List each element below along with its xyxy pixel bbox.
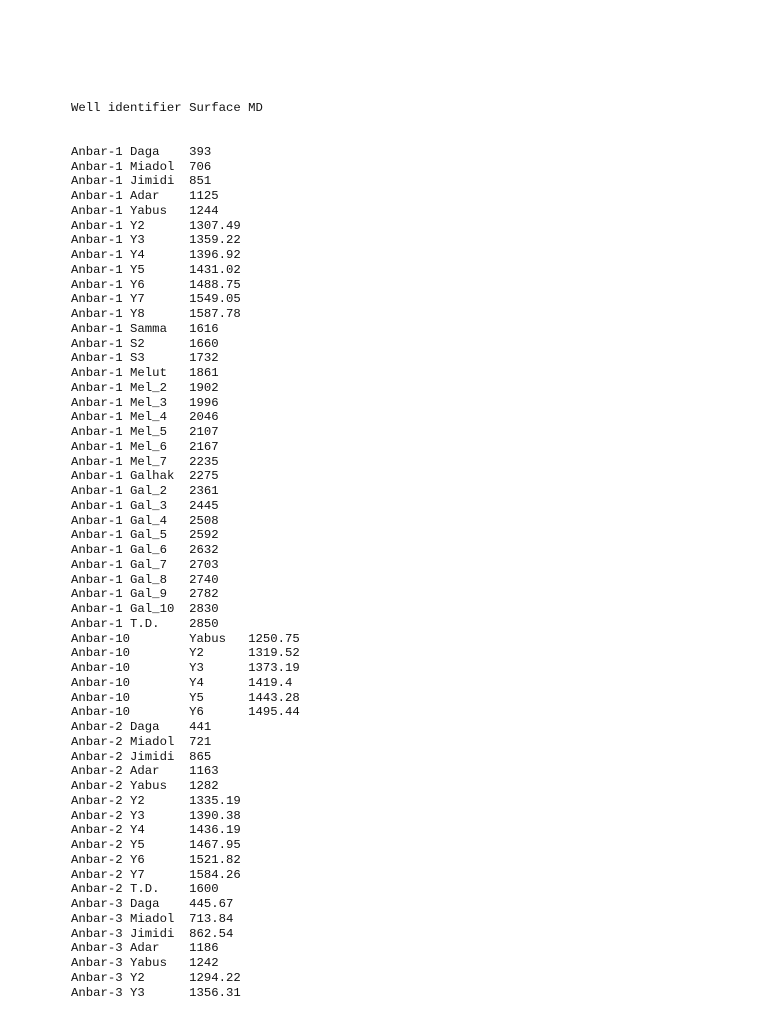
table-row: Anbar-1 Mel_3 1996	[71, 395, 219, 410]
table-row: Anbar-1 Miadol 706	[71, 159, 212, 174]
table-row: Anbar-1 Y6 1488.75	[71, 277, 241, 292]
table-row: Anbar-10 Y5 1443.28	[71, 690, 300, 705]
table-row: Anbar-1 Gal_5 2592	[71, 528, 219, 543]
table-row: Anbar-2 Y6 1521.82	[71, 852, 241, 867]
table-row: Anbar-1 Gal_9 2782	[71, 587, 219, 602]
table-row: Anbar-1 Y2 1307.49	[71, 218, 241, 233]
table-row: Anbar-1 Adar 1125	[71, 189, 219, 203]
table-row: Anbar-1 S3 1732	[71, 351, 219, 366]
table-row: Anbar-1 Y5 1431.02	[71, 262, 241, 277]
table-row: Anbar-1 Mel_4 2046	[71, 410, 219, 425]
table-row: Anbar-3 Daga 445.67	[71, 897, 234, 911]
table-row: Anbar-1 Gal_2 2361	[71, 484, 219, 498]
table-row: Anbar-1 Mel_6 2167	[71, 439, 219, 454]
table-row: Anbar-3 Jimidi 862.54	[71, 926, 234, 941]
table-row: Anbar-1 Yabus 1244	[71, 203, 219, 218]
table-row: Anbar-3 Y2 1294.22	[71, 970, 241, 985]
text-document	[71, 71, 300, 1015]
table-row: Anbar-2 T.D. 1600	[71, 882, 219, 897]
table-row: Anbar-1 Galhak 2275	[71, 469, 219, 484]
table-row: Anbar-1 Y4 1396.92	[71, 248, 241, 262]
table-row: Anbar-10 Y2 1319.52	[71, 646, 300, 661]
table-row: Anbar-2 Daga 441	[71, 720, 212, 734]
table-row: Anbar-3 Adar 1186	[71, 941, 219, 956]
table-row: Anbar-2 Y7 1584.26	[71, 867, 241, 882]
table-row: Anbar-1 Gal_7 2703	[71, 557, 219, 572]
table-row: Anbar-2 Y4 1436.19	[71, 823, 241, 838]
table-row: Anbar-1 Y7 1549.05	[71, 292, 241, 307]
table-row: Anbar-1 Y3 1359.22	[71, 233, 241, 248]
table-row: Anbar-1 Mel_7 2235	[71, 454, 219, 469]
table-row: Anbar-1 S2 1660	[71, 336, 219, 351]
table-row: Anbar-1 T.D. 2850	[71, 616, 219, 631]
table-row: Anbar-3 Yabus 1242	[71, 956, 219, 970]
header-line: Well identifier Surface MD	[71, 100, 263, 115]
table-row: Anbar-2 Miadol 721	[71, 734, 212, 749]
table-row: Anbar-1 Melut 1861	[71, 366, 219, 380]
table-row: Anbar-1 Y8 1587.78	[71, 307, 241, 321]
table-row: Anbar-1 Mel_5 2107	[71, 425, 219, 439]
table-row: Anbar-10 Y6 1495.44	[71, 705, 300, 720]
table-row: Anbar-1 Samma 1616	[71, 321, 219, 336]
row-list	[71, 145, 300, 1001]
table-row: Anbar-2 Y5 1467.95	[71, 838, 241, 852]
table-row: Anbar-1 Gal_3 2445	[71, 498, 219, 513]
table-row: Anbar-1 Daga 393	[71, 144, 212, 159]
table-row: Anbar-1 Gal_4 2508	[71, 513, 219, 528]
table-row: Anbar-2 Y3 1390.38	[71, 808, 241, 823]
table-row: Anbar-2 Adar 1163	[71, 764, 219, 779]
table-row: Anbar-10 Yabus 1250.75	[71, 631, 300, 646]
table-row: Anbar-3 Y3 1356.31	[71, 985, 241, 1000]
table-row: Anbar-10 Y4 1419.4	[71, 675, 293, 690]
table-row: Anbar-3 Miadol 713.84	[71, 911, 234, 926]
table-row: Anbar-10 Y3 1373.19	[71, 661, 300, 675]
table-row: Anbar-1 Mel_2 1902	[71, 380, 219, 395]
table-row: Anbar-2 Y2 1335.19	[71, 793, 241, 808]
table-row: Anbar-1 Gal_10 2830	[71, 602, 219, 616]
table-row: Anbar-2 Jimidi 865	[71, 749, 212, 764]
table-row: Anbar-1 Gal_8 2740	[71, 572, 219, 587]
table-row: Anbar-1 Jimidi 851	[71, 174, 212, 189]
table-row: Anbar-2 Yabus 1282	[71, 779, 219, 793]
table-row: Anbar-1 Gal_6 2632	[71, 543, 219, 557]
